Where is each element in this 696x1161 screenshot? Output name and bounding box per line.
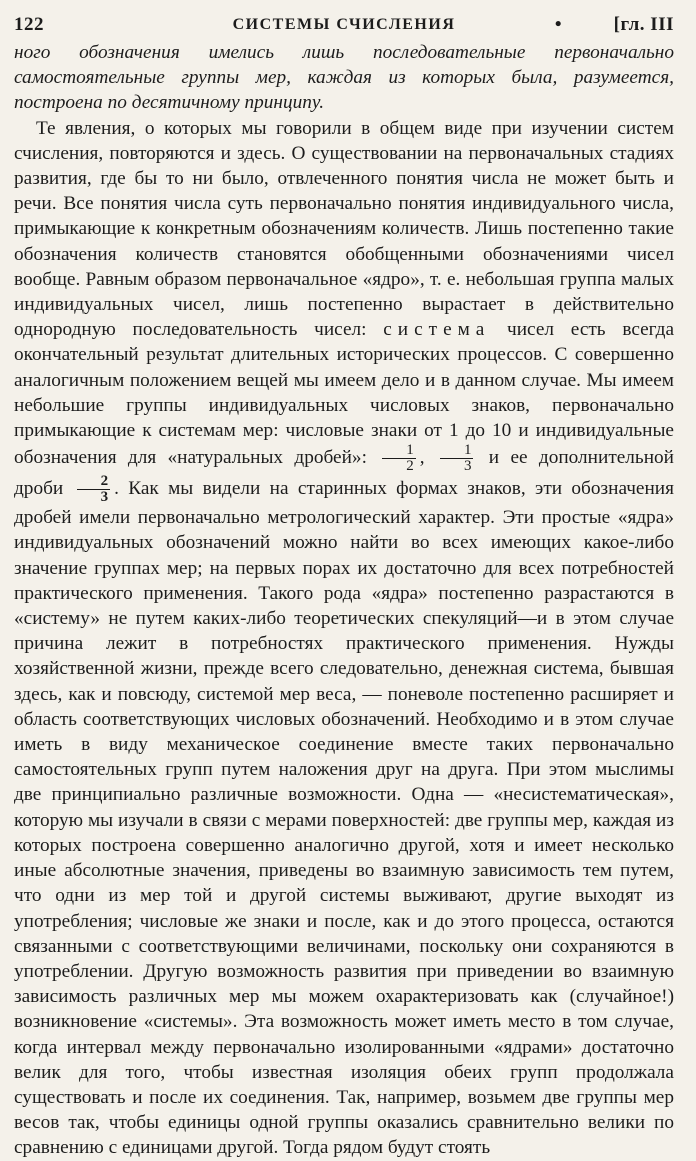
fraction-denominator: 2 [406,458,414,475]
bullet-mark: • [554,14,562,35]
paragraph-part-b: чисел есть всегда окончательный результат длительных исторических процессов. С совершенно аналогичным положением вещей мы имеем дело и в данном случае. Мы имеем небольшие группы индивидуальных числовых знаков, первоначально примыкающие к системам мер: числовые знаки от 1 до 10 и индивидуальные обозначения для «натуральных дробей»: [14,319,674,469]
running-head [14,10,674,40]
spaced-word: система [383,319,491,341]
chapter-reference: [гл. III [613,14,674,35]
page-number: 122 [14,14,44,35]
fraction-one-third [440,443,474,474]
running-title: СИСТЕМЫ СЧИСЛЕНИЯ [232,16,456,33]
intro-paragraph: ного обозначения имелись лишь последовательные первоначально самостоятельные группы мер, каждая из которых была, разумеется, построена по десятичному принципу. [14,42,674,114]
fraction-numerator: 1 [382,443,416,459]
paragraph-part-d: . Как мы видели на старинных формах знаков, эти обозначения дробей имели первоначально метрологический характер. Эти простые «ядра» индивидуальных обозначений можно найти во всех имеющих какое-либо значение группах мер; на первых порах их достаточно для всех потребностей практического применения. Такого рода «ядра» постепенно разрастаются в «систему» не путем каких-либо теоретических спекуляций—и в этом случае причина лежит в потребностях практического применения. Нужды хозяйственной жизни, прежде всего следовательно, денежная система, бывшая здесь, как и повсюду, системой мер веса, — поневоле постепенно расширяет и область соответствующих числовых обозначений. Необходимо и в этом случае иметь в виду механическое соединение вместе таких первоначально самостоятельных групп путем наложения друг на друга. При этом мыслимы две принципиально различные возможности. Одна — «несистематическая», которую мы изучали в связи с мерами поверхностей: две группы мер, каждая из которых построена совершенно аналогично другой, хотя и имеет несколько иные абсолютные значения, приведены во взаимную зависимость тем путем, что одни из мер той и другой системы выживают, другие выходят из употребления; числовые же знаки и после, как и до этого процесса, остаются связанными с соответствующими величинами, поскольку они сохраняются в употреблении. Другую возможность развития при приведении во взаимную зависимость различных мер мы можем охарактеризовать как (случайное!) возникновение «системы». Эта возможность может иметь место в том случае, когда интервал между первоначально изолированными «ядрами» достаточно велик для того, чтобы известная изоляция обеих групп продолжала существовать и после их соединения. Так, например, возьмем две группы мер весов так, чтобы единицы одной группы оказались сравнительно велики по сравнению с единицами другой. Тогда рядом будут стоять [14,478,674,1159]
main-paragraph [14,116,674,1161]
fraction-numerator: 1 [440,443,474,459]
fraction-denominator: 3 [463,458,472,475]
paragraph-part-a: Те явления, о которых мы говорили в общем виде при изучении систем счисления, повторяются и здесь. О существовании на первоначальных стадиях развития, где бы то ни было, отвлеченного понятия числа не может быть и речи. Все понятия числа суть первоначально понятия индивидуального числа, примыкающие к конкретным обозначениям количеств. Лишь постепенно такие обозначения количеств становятся обобщенными обозначениями чисел вообще. Равным образом первоначальное «ядро», т. е. небольшая группа малых индивидуальных чисел, лишь постепенно вырастает в действительно однородную последовательность чисел: [14,117,674,341]
fraction-separator: , [419,447,425,469]
fraction-two-thirds [77,474,111,505]
fraction-one-half [382,443,416,474]
paragraph-part-c: и ее дополнительной дроби [14,447,674,500]
fraction-denominator: 3 [100,489,109,506]
fraction-numerator: 2 [77,474,111,490]
